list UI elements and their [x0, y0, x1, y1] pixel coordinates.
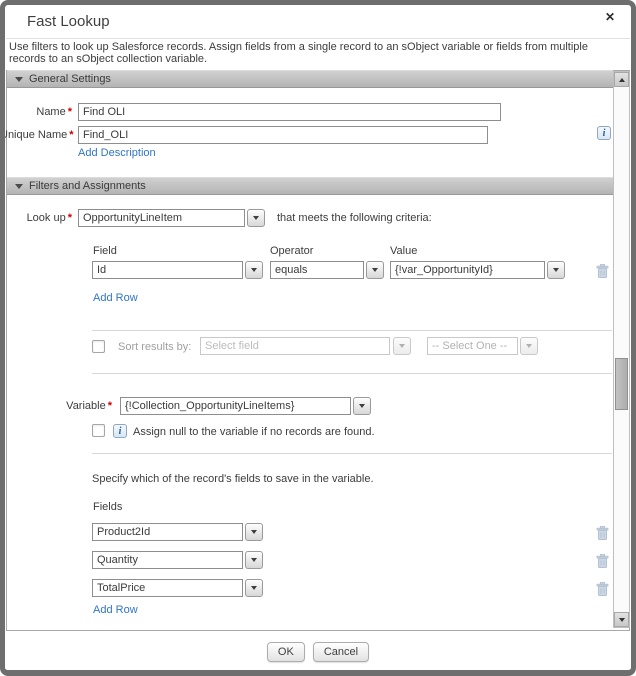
lookup-object-input[interactable] [78, 209, 245, 227]
chevron-down-icon [619, 618, 625, 622]
field-row-combobox [92, 579, 263, 597]
dropdown-button[interactable] [247, 209, 265, 227]
field-row-combobox [92, 523, 263, 541]
filter-field-input[interactable] [92, 261, 243, 279]
filter-field-combobox [92, 261, 263, 279]
variable-input[interactable] [120, 397, 351, 415]
variable-combobox [120, 397, 371, 415]
sort-field-input [200, 337, 390, 355]
cancel-button[interactable]: Cancel [313, 642, 369, 662]
delete-filter-row-button[interactable] [595, 263, 610, 279]
required-asterisk: * [69, 129, 74, 141]
chevron-down-icon [251, 586, 257, 590]
trash-icon [596, 554, 609, 569]
scroll-down-button[interactable] [614, 612, 629, 627]
ok-button[interactable]: OK [267, 642, 305, 662]
add-description-link[interactable]: Add Description [78, 147, 156, 159]
close-icon: ✕ [605, 10, 616, 24]
chevron-down-icon [251, 268, 257, 272]
trash-icon [596, 582, 609, 597]
sort-label: Sort results by: [118, 341, 192, 353]
unique-name-info-button[interactable] [597, 126, 611, 140]
chevron-down-icon [399, 344, 405, 348]
value-column-label: Value [390, 245, 418, 257]
sort-order-combobox [427, 337, 538, 355]
variable-label: Variable * [66, 400, 112, 412]
criteria-text: that meets the following criteria: [277, 212, 432, 224]
filter-operator-combobox [270, 261, 384, 279]
section-header-general-settings[interactable] [7, 70, 613, 88]
scrollbar[interactable] [613, 71, 630, 628]
delete-field-row-button[interactable] [595, 525, 610, 541]
dialog-title: Fast Lookup [27, 13, 110, 30]
divider [92, 330, 612, 331]
chevron-down-icon [251, 558, 257, 562]
operator-column-label: Operator [270, 245, 314, 257]
sort-field-combobox [200, 337, 411, 355]
add-filter-row-link[interactable]: Add Row [93, 292, 138, 304]
dropdown-button[interactable] [245, 523, 263, 541]
field-row-input[interactable] [92, 579, 243, 597]
name-label: Name * [36, 106, 72, 118]
add-field-row-link[interactable]: Add Row [93, 604, 138, 616]
sort-checkbox[interactable] [92, 340, 105, 353]
chevron-up-icon [619, 78, 625, 82]
field-row-input[interactable] [92, 551, 243, 569]
trash-icon [596, 526, 609, 541]
title-divider [6, 38, 630, 39]
name-input[interactable] [78, 103, 501, 121]
filter-value-combobox [390, 261, 565, 279]
info-icon: i [118, 425, 122, 437]
scroll-up-button[interactable] [614, 72, 629, 87]
chevron-down-icon [251, 530, 257, 534]
section-header-filters-assignments[interactable] [7, 177, 613, 195]
collapse-icon [15, 77, 23, 82]
chevron-down-icon [553, 268, 559, 272]
dialog-description: Use filters to look up Salesforce records. Assign fields from a single record to an sObject variable or fields from multiple records to an sObject collection variable. [9, 41, 588, 65]
lookup-label: Look up * [26, 212, 72, 224]
dropdown-button[interactable] [353, 397, 371, 415]
collapse-icon [15, 184, 23, 189]
footer [0, 642, 636, 662]
dropdown-button[interactable] [245, 261, 263, 279]
required-asterisk: * [67, 212, 72, 224]
delete-field-row-button[interactable] [595, 581, 610, 597]
lookup-object-combobox [78, 209, 265, 227]
chevron-down-icon [359, 404, 365, 408]
trash-icon [596, 264, 609, 279]
dropdown-button[interactable] [245, 551, 263, 569]
assign-null-label: Assign null to the variable if no records are found. [133, 426, 375, 438]
chevron-down-icon [372, 268, 378, 272]
assign-null-info-button[interactable] [113, 424, 127, 438]
dropdown-button [520, 337, 538, 355]
chevron-down-icon [526, 344, 532, 348]
required-asterisk: * [107, 400, 112, 412]
required-asterisk: * [67, 106, 72, 118]
section-label: General Settings [29, 73, 111, 85]
fields-header: Fields [93, 501, 123, 513]
unique-name-input[interactable] [78, 126, 488, 144]
dropdown-button[interactable] [366, 261, 384, 279]
chevron-down-icon [253, 216, 259, 220]
filter-operator-input[interactable] [270, 261, 364, 279]
dropdown-button[interactable] [245, 579, 263, 597]
divider [92, 453, 612, 454]
info-icon: i [602, 127, 606, 139]
dropdown-button [393, 337, 411, 355]
assign-null-checkbox[interactable] [92, 424, 105, 437]
fields-instruction: Specify which of the record's fields to save in the variable. [92, 473, 374, 485]
field-row-input[interactable] [92, 523, 243, 541]
filter-value-input[interactable] [390, 261, 545, 279]
field-row-combobox [92, 551, 263, 569]
scroll-thumb[interactable] [615, 358, 628, 410]
section-label: Filters and Assignments [29, 180, 146, 192]
close-button[interactable] [605, 11, 615, 23]
unique-name-label: Unique Name * [0, 129, 74, 141]
delete-field-row-button[interactable] [595, 553, 610, 569]
sort-order-input [427, 337, 518, 355]
dropdown-button[interactable] [547, 261, 565, 279]
field-column-label: Field [93, 245, 117, 257]
divider [92, 373, 612, 374]
